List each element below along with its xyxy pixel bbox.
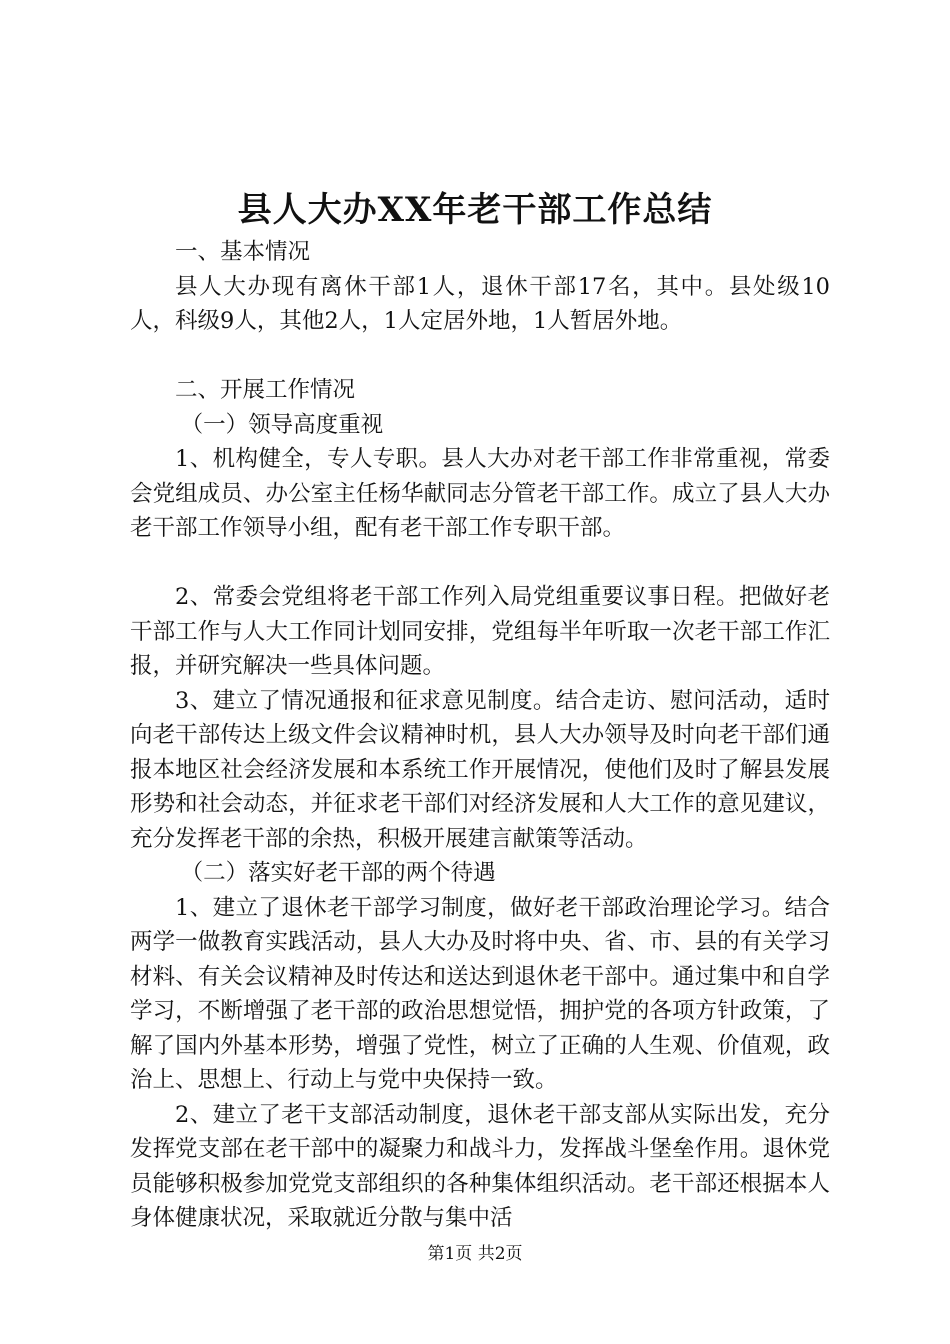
section-heading-work: 二、开展工作情况 xyxy=(175,377,356,403)
paragraph-agenda: 2、常委会党组将老干部工作列入局党组重要议事日程。把做好老干部工作与人大工作同计划同安排，党组每半年听取一次老干部工作汇报，并研究解决一些具体问题。 xyxy=(130,584,830,679)
paragraph-branch-activities: 2、建立了老干支部活动制度，退休老干部支部从实际出发，充分发挥党支部在老干部中的凝聚力和战斗力，发挥战斗堡垒作用。退休党员能够积极参加党党支部组织的各种集体组织活动。老干部还根据本人身体健康状况，采取就近分散与集中活 xyxy=(130,1101,830,1231)
document-body xyxy=(130,235,830,1236)
subheading-leadership: （一）领导高度重视 xyxy=(180,411,384,438)
page-footer: 第1页 共2页 xyxy=(427,1244,523,1264)
document-title: 县人大办XX年老干部工作总结 xyxy=(237,190,713,230)
blank-line xyxy=(130,339,830,374)
paragraph-organization: 1、机构健全，专人专职。县人大办对老干部工作非常重视，常委会党组成员、办公室主任杨华献同志分管老干部工作。成立了县人大办老干部工作领导小组，配有老干部工作专职干部。 xyxy=(130,446,830,541)
blank-line xyxy=(130,546,830,581)
section-heading-basic: 一、基本情况 xyxy=(175,239,311,265)
subheading-treatment: （二）落实好老干部的两个待遇 xyxy=(180,860,496,886)
paragraph-study-system: 1、建立了退休老干部学习制度，做好老干部政治理论学习。结合两学一做教育实践活动，县人大办及时将中央、省、市、县的有关学习材料、有关会议精神及时传达和送达到退休老干部中。通过集中和自学学习，不断增强了老干部的政治思想觉悟，拥护党的各项方针政策，了解了国内外基本形势，增强了党性，树立了正确的人生观、价值观，政治上、思想上、行动上与党中央保持一致。 xyxy=(130,894,830,1093)
paragraph-reporting: 3、建立了情况通报和征求意见制度。结合走访、慰问活动，适时向老干部传达上级文件会议精神时机，县人大办领导及时向老干部们通报本地区社会经济发展和本系统工作开展情况，使他们及时了解县发展形势和社会动态，并征求老干部们对经济发展和人大工作的意见建议，充分发挥老干部的余热，积极开展建言献策等活动。 xyxy=(130,687,830,852)
paragraph-basic-info: 县人大办现有离休干部1人，退休干部17名，其中。县处级10人，科级9人，其他2人，1人定居外地，1人暂居外地。 xyxy=(130,273,830,334)
